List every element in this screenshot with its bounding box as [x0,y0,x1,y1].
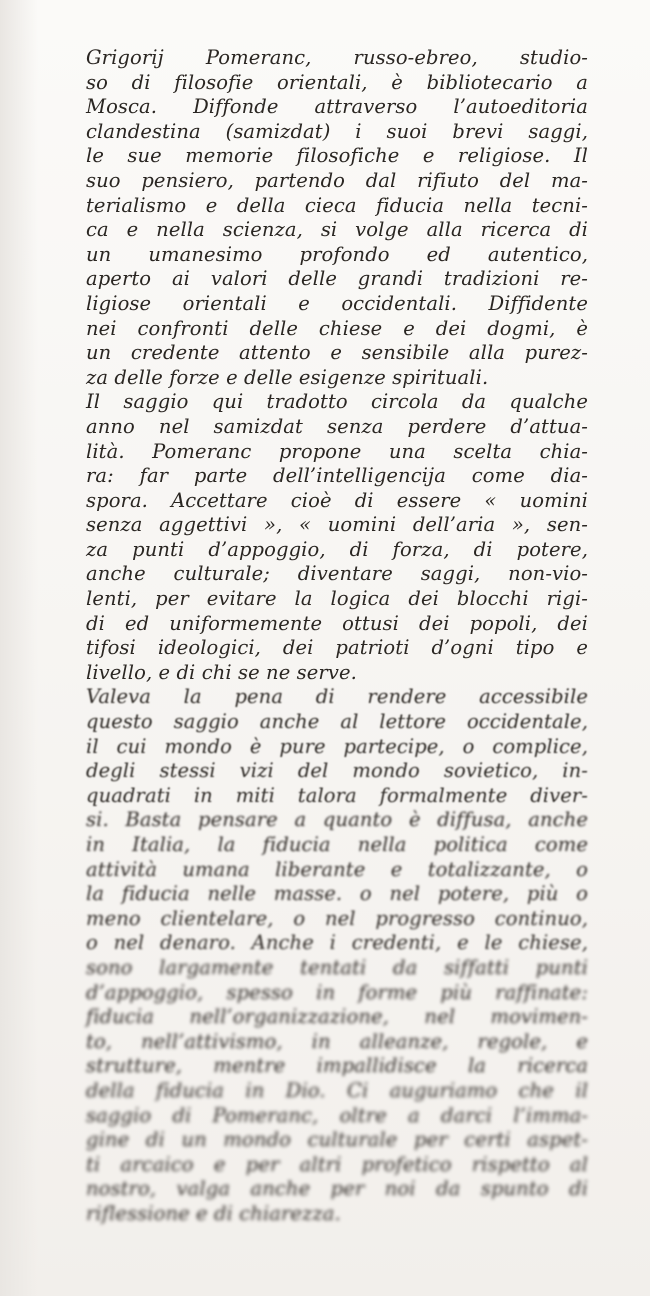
text-line: un credente attento e sensibile alla purez- [86,341,588,365]
text-line: Mosca. Diffonde attraverso l’autoeditoria [86,95,588,119]
text-line: ligiose orientali e occidentali. Diffidente [86,291,588,315]
text-line: to, nell’attivismo, in alleanze, regole, e [86,1029,588,1053]
text-line: lità. Pomeranc propone una scelta chia- [86,439,588,463]
text-line: livello, e di chi se ne serve. [86,660,357,684]
text-line: Il saggio qui tradotto circola da qualche [86,390,588,414]
text-line: della fiducia in Dio. Ci auguriamo che il [86,1078,588,1102]
text-body [86,46,588,1227]
text-line: anno nel samizdat senza perdere d’attua- [86,414,588,438]
text-line: Valeva la pena di rendere accessibile [86,685,588,709]
text-line: di ed uniformemente ottusi dei popoli, dei [86,611,588,635]
text-line: tifosi ideologici, dei patrioti d’ogni tipo e [86,636,588,660]
text-line: sono largamente tentati da siffatti punti [86,955,588,979]
text-line: si. Basta pensare a quanto è diffusa, anche [86,808,588,832]
text-line: un umanesimo profondo ed autentico, [86,242,588,266]
text-line: spora. Accettare cioè di essere « uomini [86,488,588,512]
text-line: degli stessi vizi del mondo sovietico, in- [86,759,588,783]
text-line: saggio di Pomeranc, oltre a darci l’imma- [86,1103,588,1127]
text-line: meno clientelare, o nel progresso continuo, [86,906,588,930]
text-line: ca e nella scienza, si volge alla ricerca di [86,218,588,242]
text-line: o nel denaro. Anche i credenti, e le chiese, [86,931,588,955]
text-line: strutture, mentre impallidisce la ricerca [86,1054,588,1078]
text-line: in Italia, la fiducia nella politica come [86,833,588,856]
text-line: nostro, valga anche per noi da spunto di [86,1177,588,1201]
text-line: ra: far parte dell’intelligencija come dia- [86,464,588,488]
text-line: gine di un mondo culturale per certi aspet- [86,1128,588,1152]
text-line: za punti d’appoggio, di forza, di potere, [86,537,588,561]
text-line: clandestina (samizdat) i suoi brevi saggi, [86,119,588,143]
text-line: questo saggio anche al lettore occidentale, [86,710,588,734]
text-line: d’appoggio, spesso in forme più raffinate: [86,980,588,1004]
text-line: aperto ai valori delle grandi tradizioni re- [86,267,588,291]
text-line: lenti, per evitare la logica dei blocchi rigi- [86,587,588,611]
text-line: ti arcaico e per altri profetico rispetto al [86,1152,588,1176]
text-line: terialismo e della cieca fiducia nella tecni- [86,193,588,217]
text-line: Grigorij Pomeranc, russo-ebreo, studio- [86,46,588,69]
page-edge-shadow [0,0,38,1296]
text-line: la fiducia nelle masse. o nel potere, più o [86,882,588,906]
text-line: suo pensiero, partendo dal rifiuto del ma- [86,168,588,192]
text-line: fiducia nell’organizzazione, nel movimen- [86,1005,588,1029]
text-line: riflessione e di chiarezza. [86,1201,341,1225]
text-line: za delle forze e delle esigenze spirituali. [86,365,489,389]
text-line: quadrati in miti talora formalmente diver- [86,783,588,807]
text-line: anche culturale; diventare saggi, non-vio- [86,562,588,586]
text-line: le sue memorie filosofiche e religiose. Il [86,144,588,168]
text-line: attività umana liberante e totalizzante, o [86,857,588,881]
text-line: so di filosofie orientali, è bibliotecario a [86,70,588,94]
text-line: nei confronti delle chiese e dei dogmi, è [86,316,588,340]
text-line: senza aggettivi », « uomini dell’aria », sen- [86,513,588,537]
text-line: il cui mondo è pure partecipe, o complice, [86,734,588,758]
